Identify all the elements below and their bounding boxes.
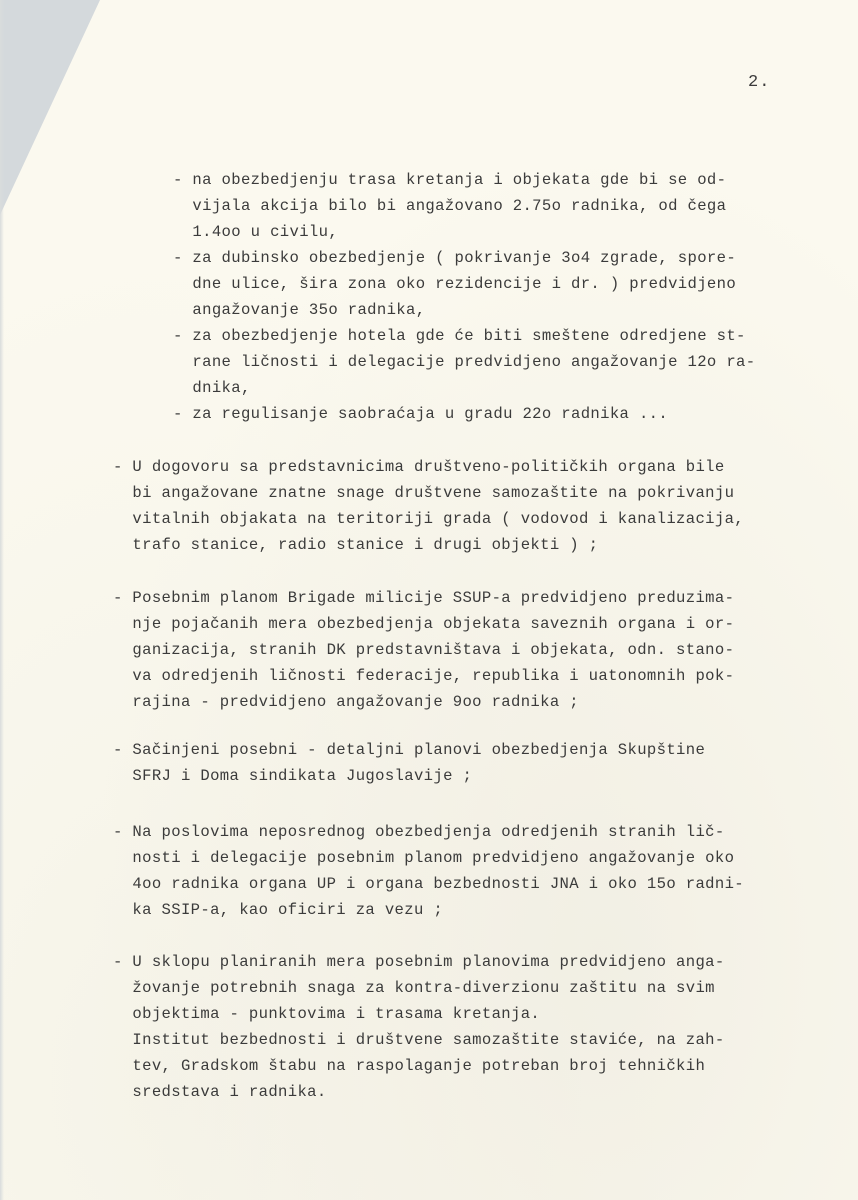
text-line: 1.4oo u civilu, <box>173 223 339 241</box>
text-line: objektima - punktovima i trasama kretanja. <box>113 1005 541 1023</box>
page-number: 2. <box>748 73 771 92</box>
text-line: tev, Gradskom štabu na raspolaganje potreban broj tehničkih <box>113 1057 706 1075</box>
text-line: 4oo radnika organa UP i organa bezbednosti JNA i oko 15o radni- <box>113 875 745 893</box>
text-line: SFRJ i Doma sindikata Jugoslavije ; <box>113 767 473 785</box>
text-line: rajina - predvidjeno angažovanje 9oo radnika ; <box>113 693 579 711</box>
text-line: - za dubinsko obezbedjenje ( pokrivanje 3o4 zgrade, spore- <box>173 249 737 267</box>
text-line: vijala akcija bilo bi angažovano 2.75o radnika, od čega <box>173 197 727 215</box>
page-left-edge <box>0 0 4 1200</box>
text-line: ka SSIP-a, kao oficiri za vezu ; <box>113 901 444 919</box>
text-line: ganizacija, stranih DK predstavništava i objekata, odn. stano- <box>113 641 735 659</box>
text-line: Institut bezbednosti i društvene samozaštite staviće, na zah- <box>113 1031 725 1049</box>
text-line: rane ličnosti i delegacije predvidjeno angažovanje 12o ra- <box>173 353 756 371</box>
text-line: angažovanje 35o radnika, <box>173 301 426 319</box>
text-line: sredstava i radnika. <box>113 1083 327 1101</box>
text-line: trafo stanice, radio stanice i drugi objekti ) ; <box>113 536 599 554</box>
text-line: va odredjenih ličnosti federacije, republika i uatonomnih pok- <box>113 667 735 685</box>
text-line: - Posebnim planom Brigade milicije SSUP-a predvidjeno preduzima- <box>113 589 735 607</box>
text-line: - za regulisanje saobraćaja u gradu 22o radnika ... <box>173 405 669 423</box>
text-line: - U sklopu planiranih mera posebnim planovima predvidjeno anga- <box>113 953 725 971</box>
text-line: dne ulice, šira zona oko rezidencije i dr. ) predvidjeno <box>173 275 737 293</box>
text-line: - na obezbedjenju trasa kretanja i objekata gde bi se od- <box>173 171 727 189</box>
text-line: vitalnih objakata na teritoriji grada ( vodovod i kanalizacija, <box>113 510 745 528</box>
text-line: bi angažovane znatne snage društvene samozaštite na pokrivanju <box>113 484 735 502</box>
text-line: - Sačinjeni posebni - detaljni planovi obezbedjenja Skupštine <box>113 741 706 759</box>
text-line: - za obezbedjenje hotela gde će biti smeštene odredjene st- <box>173 327 746 345</box>
text-line: nosti i delegacije posebnim planom predvidjeno angažovanje oko <box>113 849 735 867</box>
text-line: - Na poslovima neposrednog obezbedjenja odredjenih stranih lič- <box>113 823 725 841</box>
text-line: nje pojačanih mera obezbedjenja objekata saveznih organa i or- <box>113 615 735 633</box>
text-line: dnika, <box>173 379 251 397</box>
text-line: žovanje potrebnih snaga za kontra-diverzionu zaštitu na svim <box>113 979 715 997</box>
text-line: - U dogovoru sa predstavnicima društveno-političkih organa bile <box>113 458 725 476</box>
